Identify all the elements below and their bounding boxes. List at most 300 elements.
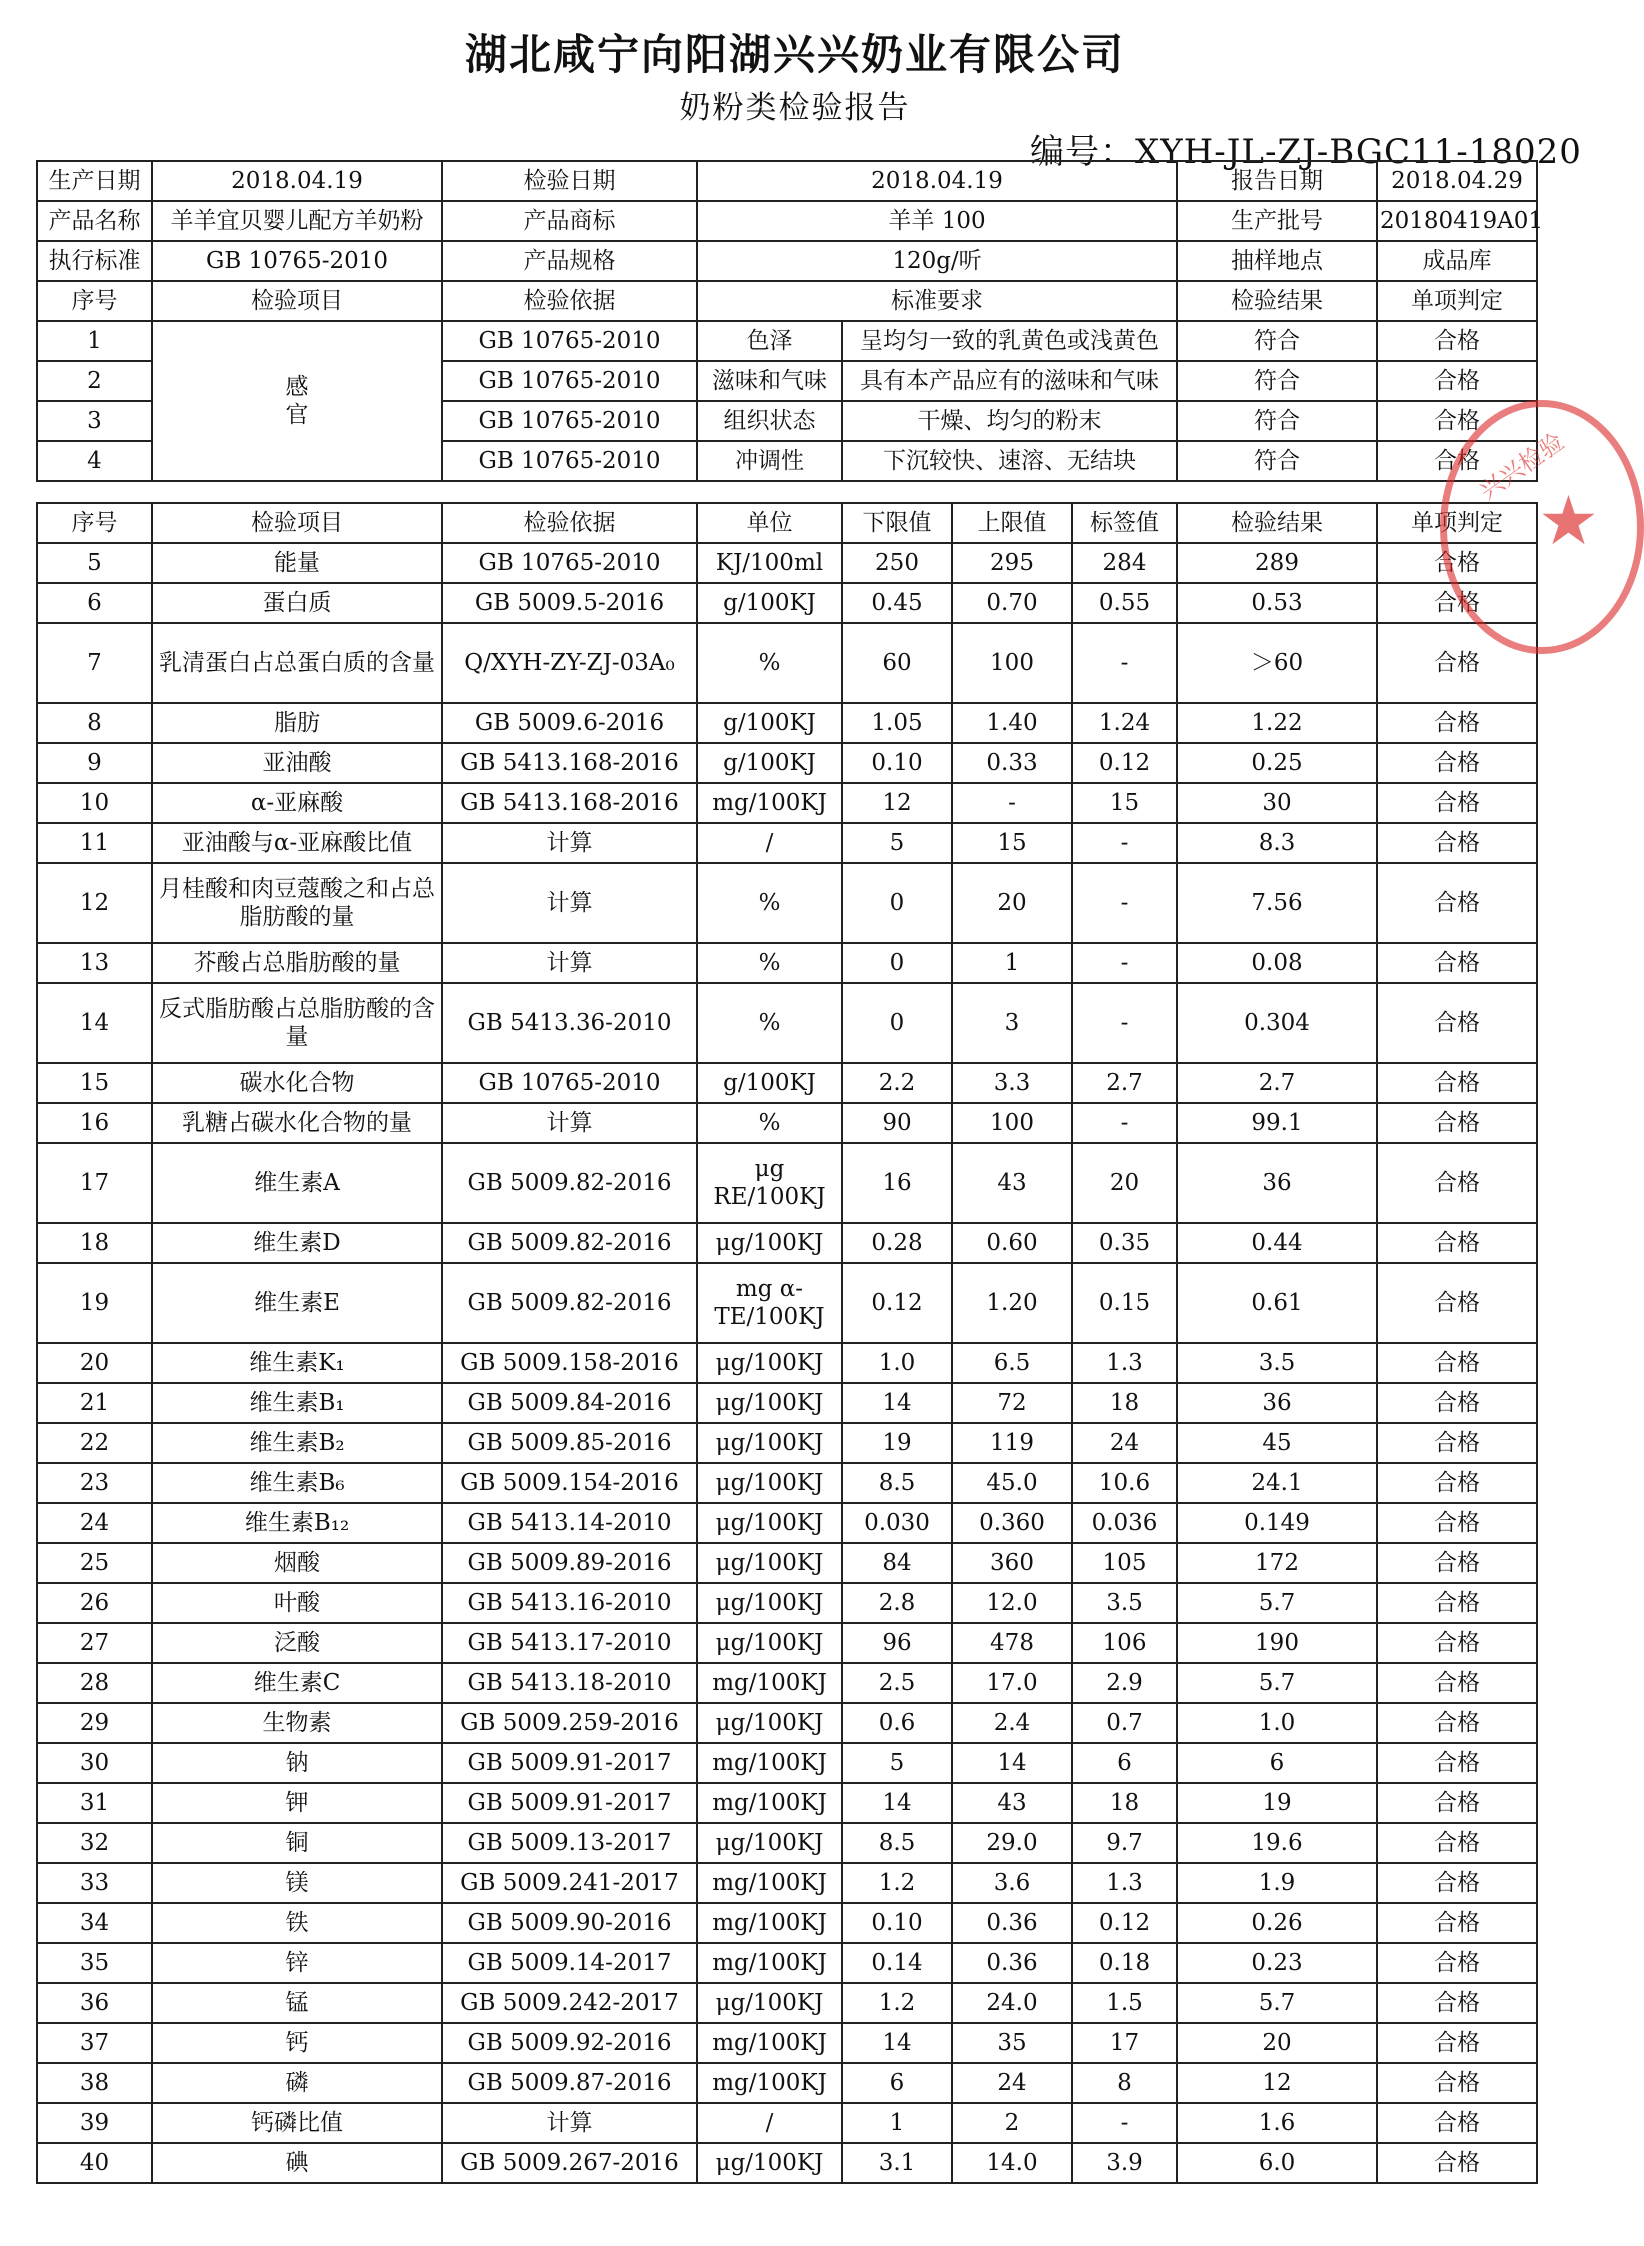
- col-header-result: 检验结果: [1177, 281, 1377, 321]
- row-judgement: 合格: [1377, 1543, 1537, 1583]
- row-unit: mg/100KJ: [697, 1863, 842, 1903]
- row-lower-limit: 0.28: [842, 1223, 952, 1263]
- row-seq: 26: [37, 1583, 152, 1623]
- row-upper-limit: 43: [952, 1143, 1072, 1223]
- stamp-star-icon: ★: [1538, 482, 1599, 561]
- row-result: 0.304: [1177, 983, 1377, 1063]
- row-seq: 16: [37, 1103, 152, 1143]
- row-basis: GB 5413.14-2010: [442, 1503, 697, 1543]
- sample-value: 成品库: [1377, 241, 1537, 281]
- test-row: [37, 983, 1537, 1063]
- row-lower-limit: 2.2: [842, 1063, 952, 1103]
- test-header-row: [37, 503, 1537, 543]
- row-judgement: 合格: [1377, 703, 1537, 743]
- row-label-value: 9.7: [1072, 1823, 1177, 1863]
- test-row: [37, 1983, 1537, 2023]
- row-unit: %: [697, 983, 842, 1063]
- test-row: [37, 1903, 1537, 1943]
- row-seq: 37: [37, 2023, 152, 2063]
- row-label-value: 1.24: [1072, 703, 1177, 743]
- row-seq: 20: [37, 1343, 152, 1383]
- row-upper-limit: 45.0: [952, 1463, 1072, 1503]
- row-basis: GB 5009.89-2016: [442, 1543, 697, 1583]
- row-item: 亚油酸与α-亚麻酸比值: [152, 823, 442, 863]
- sensory-requirement: 具有本产品应有的滋味和气味: [842, 361, 1177, 401]
- row-label-value: -: [1072, 2103, 1177, 2143]
- row-item: 泛酸: [152, 1623, 442, 1663]
- row-result: 1.9: [1177, 1863, 1377, 1903]
- row-label-value: -: [1072, 863, 1177, 943]
- row-label-value: 20: [1072, 1143, 1177, 1223]
- test-row: [37, 1503, 1537, 1543]
- row-lower-limit: 5: [842, 1743, 952, 1783]
- row-item: 锌: [152, 1943, 442, 1983]
- row-judgement: 合格: [1377, 2143, 1537, 2183]
- row-item: 维生素E: [152, 1263, 442, 1343]
- row-seq: 9: [37, 743, 152, 783]
- test-row: [37, 1783, 1537, 1823]
- row-lower-limit: 1.2: [842, 1863, 952, 1903]
- sensory-seq: 4: [37, 441, 152, 481]
- row-lower-limit: 2.8: [842, 1583, 952, 1623]
- info-row-product: [37, 201, 1537, 241]
- test-row: [37, 1143, 1537, 1223]
- sensory-result: 符合: [1177, 321, 1377, 361]
- row-item: 烟酸: [152, 1543, 442, 1583]
- row-upper-limit: 360: [952, 1543, 1072, 1583]
- sensory-result: 符合: [1177, 441, 1377, 481]
- row-upper-limit: 3.3: [952, 1063, 1072, 1103]
- row-item: 反式脂肪酸占总脂肪酸的含量: [152, 983, 442, 1063]
- test-row: [37, 1543, 1537, 1583]
- row-upper-limit: 1: [952, 943, 1072, 983]
- row-upper-limit: 29.0: [952, 1823, 1072, 1863]
- row-unit: %: [697, 943, 842, 983]
- row-upper-limit: 12.0: [952, 1583, 1072, 1623]
- row-label-value: 2.9: [1072, 1663, 1177, 1703]
- test-row: [37, 783, 1537, 823]
- row-item: 碘: [152, 2143, 442, 2183]
- row-result: 190: [1177, 1623, 1377, 1663]
- test-row: [37, 623, 1537, 703]
- row-upper-limit: 24: [952, 2063, 1072, 2103]
- row-upper-limit: 6.5: [952, 1343, 1072, 1383]
- row-seq: 27: [37, 1623, 152, 1663]
- row-upper-limit: 14: [952, 1743, 1072, 1783]
- row-result: 5.7: [1177, 1983, 1377, 2023]
- row-basis: GB 5009.14-2017: [442, 1943, 697, 1983]
- row-basis: Q/XYH-ZY-ZJ-03A₀: [442, 623, 697, 703]
- row-seq: 33: [37, 1863, 152, 1903]
- row-unit: μg RE/100KJ: [697, 1143, 842, 1223]
- row-basis: GB 5009.91-2017: [442, 1783, 697, 1823]
- row-basis: GB 5009.82-2016: [442, 1263, 697, 1343]
- row-unit: μg/100KJ: [697, 1983, 842, 2023]
- row-item: 叶酸: [152, 1583, 442, 1623]
- row-result: 30: [1177, 783, 1377, 823]
- row-lower-limit: 14: [842, 1383, 952, 1423]
- row-item: 磷: [152, 2063, 442, 2103]
- row-seq: 24: [37, 1503, 152, 1543]
- col-header-basis: 检验依据: [442, 281, 697, 321]
- sensory-row: [37, 321, 1537, 361]
- row-upper-limit: 0.60: [952, 1223, 1072, 1263]
- test-row: [37, 1663, 1537, 1703]
- row-basis: 计算: [442, 823, 697, 863]
- row-result: 5.7: [1177, 1663, 1377, 1703]
- row-unit: g/100KJ: [697, 583, 842, 623]
- row-label-value: -: [1072, 823, 1177, 863]
- row-unit: mg/100KJ: [697, 1743, 842, 1783]
- col-header-item: 检验项目: [152, 503, 442, 543]
- row-basis: GB 5009.6-2016: [442, 703, 697, 743]
- row-item: α-亚麻酸: [152, 783, 442, 823]
- col-header-seq: 序号: [37, 503, 152, 543]
- row-unit: /: [697, 823, 842, 863]
- row-basis: GB 5009.5-2016: [442, 583, 697, 623]
- row-item: 钙磷比值: [152, 2103, 442, 2143]
- row-basis: GB 5009.241-2017: [442, 1863, 697, 1903]
- row-seq: 23: [37, 1463, 152, 1503]
- row-item: 钠: [152, 1743, 442, 1783]
- row-judgement: 合格: [1377, 1263, 1537, 1343]
- sensory-attribute: 滋味和气味: [697, 361, 842, 401]
- sample-label: 抽样地点: [1177, 241, 1377, 281]
- company-title: 湖北咸宁向阳湖兴兴奶业有限公司: [464, 30, 1125, 79]
- row-result: 2.7: [1177, 1063, 1377, 1103]
- row-upper-limit: 0.360: [952, 1503, 1072, 1543]
- row-seq: 19: [37, 1263, 152, 1343]
- row-label-value: 17: [1072, 2023, 1177, 2063]
- row-lower-limit: 0: [842, 863, 952, 943]
- row-judgement: 合格: [1377, 943, 1537, 983]
- row-item: 维生素D: [152, 1223, 442, 1263]
- sensory-requirement: 下沉较快、速溶、无结块: [842, 441, 1177, 481]
- row-lower-limit: 14: [842, 1783, 952, 1823]
- row-lower-limit: 90: [842, 1103, 952, 1143]
- row-judgement: 合格: [1377, 1983, 1537, 2023]
- row-lower-limit: 60: [842, 623, 952, 703]
- test-row: [37, 1863, 1537, 1903]
- row-result: 20: [1177, 2023, 1377, 2063]
- row-seq: 18: [37, 1223, 152, 1263]
- row-lower-limit: 12: [842, 783, 952, 823]
- row-lower-limit: 6: [842, 2063, 952, 2103]
- sensory-result: 符合: [1177, 401, 1377, 441]
- row-label-value: 1.3: [1072, 1863, 1177, 1903]
- row-lower-limit: 96: [842, 1623, 952, 1663]
- row-result: 0.08: [1177, 943, 1377, 983]
- row-basis: GB 5009.91-2017: [442, 1743, 697, 1783]
- row-basis: GB 5009.85-2016: [442, 1423, 697, 1463]
- row-lower-limit: 8.5: [842, 1463, 952, 1503]
- row-unit: mg/100KJ: [697, 2063, 842, 2103]
- row-label-value: 0.7: [1072, 1703, 1177, 1743]
- row-label-value: -: [1072, 623, 1177, 703]
- test-results-table: [36, 502, 1538, 2184]
- row-item: 维生素C: [152, 1663, 442, 1703]
- prod-date-value: 2018.04.19: [152, 161, 442, 201]
- test-row: [37, 2023, 1537, 2063]
- test-row: [37, 1423, 1537, 1463]
- row-judgement: 合格: [1377, 1343, 1537, 1383]
- row-item: 维生素B₆: [152, 1463, 442, 1503]
- row-item: 生物素: [152, 1703, 442, 1743]
- row-seq: 15: [37, 1063, 152, 1103]
- col-header-lower: 下限值: [842, 503, 952, 543]
- row-judgement: 合格: [1377, 1223, 1537, 1263]
- row-unit: /: [697, 2103, 842, 2143]
- row-item: 铜: [152, 1823, 442, 1863]
- row-result: 7.56: [1177, 863, 1377, 943]
- sensory-basis: GB 10765-2010: [442, 401, 697, 441]
- row-basis: GB 5009.154-2016: [442, 1463, 697, 1503]
- report-date-label: 报告日期: [1177, 161, 1377, 201]
- row-seq: 6: [37, 583, 152, 623]
- row-judgement: 合格: [1377, 1103, 1537, 1143]
- row-seq: 36: [37, 1983, 152, 2023]
- row-item: 维生素K₁: [152, 1343, 442, 1383]
- sensory-attribute: 组织状态: [697, 401, 842, 441]
- row-unit: μg/100KJ: [697, 1703, 842, 1743]
- row-seq: 17: [37, 1143, 152, 1223]
- stamp-text: 兴兴检验: [1474, 427, 1569, 506]
- sensory-result: 符合: [1177, 361, 1377, 401]
- col-header-item: 检验项目: [152, 281, 442, 321]
- row-result: 0.149: [1177, 1503, 1377, 1543]
- row-judgement: 合格: [1377, 1823, 1537, 1863]
- test-row: [37, 743, 1537, 783]
- row-result: 172: [1177, 1543, 1377, 1583]
- row-upper-limit: 2.4: [952, 1703, 1072, 1743]
- row-label-value: 0.35: [1072, 1223, 1177, 1263]
- test-row: [37, 1703, 1537, 1743]
- col-header-seq: 序号: [37, 281, 152, 321]
- sensory-basis: GB 10765-2010: [442, 321, 697, 361]
- test-row: [37, 1583, 1537, 1623]
- row-upper-limit: 35: [952, 2023, 1072, 2063]
- row-result: 1.22: [1177, 703, 1377, 743]
- row-seq: 21: [37, 1383, 152, 1423]
- row-judgement: 合格: [1377, 2063, 1537, 2103]
- row-result: 0.25: [1177, 743, 1377, 783]
- row-seq: 29: [37, 1703, 152, 1743]
- row-upper-limit: -: [952, 783, 1072, 823]
- test-row: [37, 2063, 1537, 2103]
- row-unit: %: [697, 863, 842, 943]
- row-unit: g/100KJ: [697, 1063, 842, 1103]
- row-unit: μg/100KJ: [697, 1423, 842, 1463]
- row-basis: GB 5009.87-2016: [442, 2063, 697, 2103]
- row-result: 8.3: [1177, 823, 1377, 863]
- test-row: [37, 1383, 1537, 1423]
- row-upper-limit: 3.6: [952, 1863, 1072, 1903]
- row-seq: 28: [37, 1663, 152, 1703]
- row-judgement: 合格: [1377, 1703, 1537, 1743]
- sensory-judgement: 合格: [1377, 441, 1537, 481]
- row-lower-limit: 250: [842, 543, 952, 583]
- row-judgement: 合格: [1377, 1143, 1537, 1223]
- test-row: [37, 1063, 1537, 1103]
- row-unit: mg/100KJ: [697, 1943, 842, 1983]
- sensory-attribute: 色泽: [697, 321, 842, 361]
- row-unit: mg/100KJ: [697, 783, 842, 823]
- row-label-value: 3.9: [1072, 2143, 1177, 2183]
- row-seq: 34: [37, 1903, 152, 1943]
- row-result: ＞60: [1177, 623, 1377, 703]
- row-basis: GB 5009.82-2016: [442, 1223, 697, 1263]
- row-result: 36: [1177, 1383, 1377, 1423]
- row-seq: 30: [37, 1743, 152, 1783]
- test-row: [37, 1343, 1537, 1383]
- row-unit: KJ/100ml: [697, 543, 842, 583]
- col-header-judgement: 单项判定: [1377, 281, 1537, 321]
- row-judgement: 合格: [1377, 1863, 1537, 1903]
- brand-value: 羊羊 100: [697, 201, 1177, 241]
- row-item: 碳水化合物: [152, 1063, 442, 1103]
- col-header-judgement: 单项判定: [1377, 503, 1537, 543]
- row-label-value: 24: [1072, 1423, 1177, 1463]
- row-upper-limit: 0.70: [952, 583, 1072, 623]
- brand-label: 产品商标: [442, 201, 697, 241]
- row-lower-limit: 8.5: [842, 1823, 952, 1863]
- insp-date-value: 2018.04.19: [697, 161, 1177, 201]
- batch-label: 生产批号: [1177, 201, 1377, 241]
- row-result: 0.53: [1177, 583, 1377, 623]
- row-basis: 计算: [442, 1103, 697, 1143]
- row-basis: GB 5413.18-2010: [442, 1663, 697, 1703]
- test-row: [37, 1823, 1537, 1863]
- row-basis: GB 5009.92-2016: [442, 2023, 697, 2063]
- row-basis: GB 5009.259-2016: [442, 1703, 697, 1743]
- product-name-value: 羊羊宜贝婴儿配方羊奶粉: [152, 201, 442, 241]
- col-header-basis: 检验依据: [442, 503, 697, 543]
- test-row: [37, 2103, 1537, 2143]
- row-item: 能量: [152, 543, 442, 583]
- row-item: 维生素B₁₂: [152, 1503, 442, 1543]
- row-unit: mg/100KJ: [697, 1663, 842, 1703]
- row-lower-limit: 0.10: [842, 743, 952, 783]
- spec-value: 120g/听: [697, 241, 1177, 281]
- row-judgement: 合格: [1377, 1903, 1537, 1943]
- col-header-unit: 单位: [697, 503, 842, 543]
- test-row: [37, 943, 1537, 983]
- row-label-value: 105: [1072, 1543, 1177, 1583]
- row-result: 36: [1177, 1143, 1377, 1223]
- row-seq: 14: [37, 983, 152, 1063]
- row-lower-limit: 5: [842, 823, 952, 863]
- report-date-value: 2018.04.29: [1377, 161, 1537, 201]
- test-row: [37, 703, 1537, 743]
- row-seq: 7: [37, 623, 152, 703]
- row-unit: μg/100KJ: [697, 1623, 842, 1663]
- row-item: 乳糖占碳水化合物的量: [152, 1103, 442, 1143]
- row-seq: 13: [37, 943, 152, 983]
- row-upper-limit: 100: [952, 623, 1072, 703]
- row-lower-limit: 0.030: [842, 1503, 952, 1543]
- row-seq: 31: [37, 1783, 152, 1823]
- row-upper-limit: 15: [952, 823, 1072, 863]
- row-label-value: 284: [1072, 543, 1177, 583]
- row-upper-limit: 0.33: [952, 743, 1072, 783]
- row-judgement: 合格: [1377, 1063, 1537, 1103]
- row-label-value: 8: [1072, 2063, 1177, 2103]
- test-row: [37, 1623, 1537, 1663]
- row-lower-limit: 0.6: [842, 1703, 952, 1743]
- row-judgement: 合格: [1377, 743, 1537, 783]
- row-result: 0.26: [1177, 1903, 1377, 1943]
- row-unit: μg/100KJ: [697, 1383, 842, 1423]
- row-judgement: 合格: [1377, 1623, 1537, 1663]
- row-label-value: 18: [1072, 1383, 1177, 1423]
- test-row: [37, 823, 1537, 863]
- row-lower-limit: 19: [842, 1423, 952, 1463]
- row-lower-limit: 0.10: [842, 1903, 952, 1943]
- sensory-seq: 3: [37, 401, 152, 441]
- row-basis: GB 5413.17-2010: [442, 1623, 697, 1663]
- sensory-basis: GB 10765-2010: [442, 361, 697, 401]
- col-header-label: 标签值: [1072, 503, 1177, 543]
- row-upper-limit: 20: [952, 863, 1072, 943]
- row-result: 0.44: [1177, 1223, 1377, 1263]
- test-row: [37, 1463, 1537, 1503]
- row-unit: %: [697, 1103, 842, 1143]
- row-lower-limit: 1.05: [842, 703, 952, 743]
- insp-date-label: 检验日期: [442, 161, 697, 201]
- row-upper-limit: 0.36: [952, 1943, 1072, 1983]
- row-lower-limit: 1: [842, 2103, 952, 2143]
- row-item: 月桂酸和肉豆蔻酸之和占总脂肪酸的量: [152, 863, 442, 943]
- row-seq: 39: [37, 2103, 152, 2143]
- spec-label: 产品规格: [442, 241, 697, 281]
- row-item: 锰: [152, 1983, 442, 2023]
- row-basis: GB 5413.168-2016: [442, 743, 697, 783]
- row-judgement: 合格: [1377, 1383, 1537, 1423]
- row-judgement: 合格: [1377, 2023, 1537, 2063]
- row-upper-limit: 14.0: [952, 2143, 1072, 2183]
- sensory-judgement: 合格: [1377, 321, 1537, 361]
- row-judgement: 合格: [1377, 783, 1537, 823]
- row-upper-limit: 0.36: [952, 1903, 1072, 1943]
- document-number: 编号：XYH-JL-ZJ-BGC11-18020: [1030, 132, 1582, 172]
- row-unit: μg/100KJ: [697, 1223, 842, 1263]
- row-result: 45: [1177, 1423, 1377, 1463]
- row-item: 亚油酸: [152, 743, 442, 783]
- row-label-value: 0.18: [1072, 1943, 1177, 1983]
- row-label-value: 2.7: [1072, 1063, 1177, 1103]
- row-upper-limit: 100: [952, 1103, 1072, 1143]
- row-lower-limit: 16: [842, 1143, 952, 1223]
- row-lower-limit: 1.2: [842, 1983, 952, 2023]
- row-lower-limit: 0: [842, 943, 952, 983]
- report-title: 奶粉类检验报告: [679, 90, 911, 126]
- row-label-value: 15: [1072, 783, 1177, 823]
- row-upper-limit: 295: [952, 543, 1072, 583]
- row-unit: mg α-TE/100KJ: [697, 1263, 842, 1343]
- row-unit: μg/100KJ: [697, 2143, 842, 2183]
- row-judgement: 合格: [1377, 863, 1537, 943]
- row-basis: 计算: [442, 943, 697, 983]
- row-unit: μg/100KJ: [697, 1463, 842, 1503]
- row-result: 5.7: [1177, 1583, 1377, 1623]
- row-unit: g/100KJ: [697, 703, 842, 743]
- row-seq: 5: [37, 543, 152, 583]
- product-name-label: 产品名称: [37, 201, 152, 241]
- test-row: [37, 2143, 1537, 2183]
- row-judgement: 合格: [1377, 983, 1537, 1063]
- sensory-seq: 2: [37, 361, 152, 401]
- row-upper-limit: 24.0: [952, 1983, 1072, 2023]
